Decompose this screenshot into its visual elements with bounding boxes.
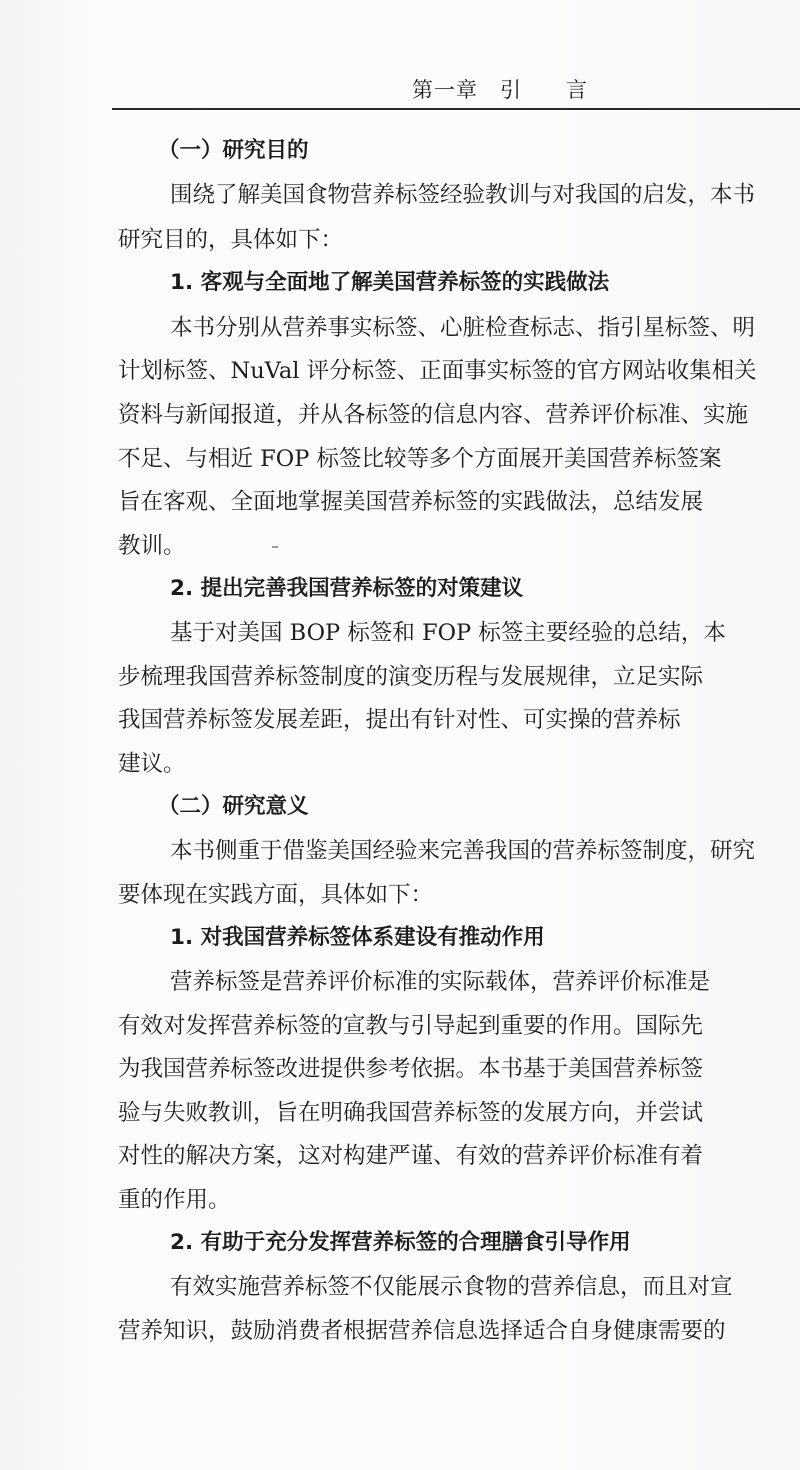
- paragraph-line: 本书侧重于借鉴美国经验来完善我国的营养标签制度，研究: [170, 838, 756, 864]
- print-smudge: [272, 546, 278, 548]
- paragraph-line: 不足、与相近 FOP 标签比较等多个方面展开美国营养标签案: [118, 446, 722, 472]
- paragraph-line: 计划标签、NuVal 评分标签、正面事实标签的官方网站收集相关: [118, 358, 757, 384]
- paragraph-line: 为我国营养标签改进提供参考依据。本书基于美国营养标签: [118, 1056, 704, 1082]
- paragraph-line: 围绕了解美国食物营养标签经验教训与对我国的启发，本书: [170, 182, 756, 208]
- subheading-significance-1: 1. 对我国营养标签体系建设有推动作用: [170, 925, 545, 950]
- paragraph-line: 对性的解决方案，这对构建严谨、有效的营养评价标准有着: [118, 1143, 704, 1169]
- paragraph-line: 旨在客观、全面地掌握美国营养标签的实践做法，总结发展: [118, 489, 704, 515]
- paragraph-line: 营养标签是营养评价标准的实际载体，营养评价标准是: [170, 969, 711, 995]
- paragraph-line: 营养知识，鼓励消费者根据营养信息选择适合自身健康需要的: [118, 1318, 726, 1344]
- paragraph-line: 重的作用。: [118, 1187, 231, 1213]
- subheading-objective-1: 1. 客观与全面地了解美国营养标签的实践做法: [170, 270, 610, 295]
- section-heading-research-purpose: （一）研究目的: [158, 138, 309, 163]
- paragraph-line: 基于对美国 BOP 标签和 FOP 标签主要经验的总结，本: [170, 620, 726, 646]
- paragraph-line: 教训。: [118, 533, 186, 559]
- paragraph-line: 建议。: [118, 751, 186, 777]
- paragraph-line: 本书分别从营养事实标签、心脏检查标志、指引星标签、明: [170, 315, 756, 341]
- paragraph-line: 验与失败教训，旨在明确我国营养标签的发展方向，并尝试: [118, 1100, 704, 1126]
- header-rule: [112, 108, 800, 110]
- paragraph-line: 有效对发挥营养标签的宣教与引导起到重要的作用。国际先: [118, 1013, 704, 1039]
- subheading-objective-2: 2. 提出完善我国营养标签的对策建议: [170, 576, 524, 601]
- paragraph-line: 要体现在实践方面，具体如下：: [118, 882, 434, 908]
- running-header: [0, 70, 800, 106]
- paragraph-line: 有效实施营养标签不仅能展示食物的营养信息，而且对宣: [170, 1274, 733, 1300]
- paragraph-line: 步梳理我国营养标签制度的演变历程与发展规律，立足实际: [118, 664, 704, 690]
- subheading-significance-2: 2. 有助于充分发挥营养标签的合理膳食引导作用: [170, 1230, 631, 1255]
- paragraph-line: 资料与新闻报道，并从各标签的信息内容、营养评价标准、实施: [118, 402, 749, 428]
- section-heading-research-significance: （二）研究意义: [158, 794, 309, 819]
- paragraph-line: 我国营养标签发展差距，提出有针对性、可实操的营养标: [118, 707, 681, 733]
- paragraph-line: 研究目的，具体如下：: [118, 227, 344, 253]
- chapter-title: 第一章 引 言: [412, 78, 588, 102]
